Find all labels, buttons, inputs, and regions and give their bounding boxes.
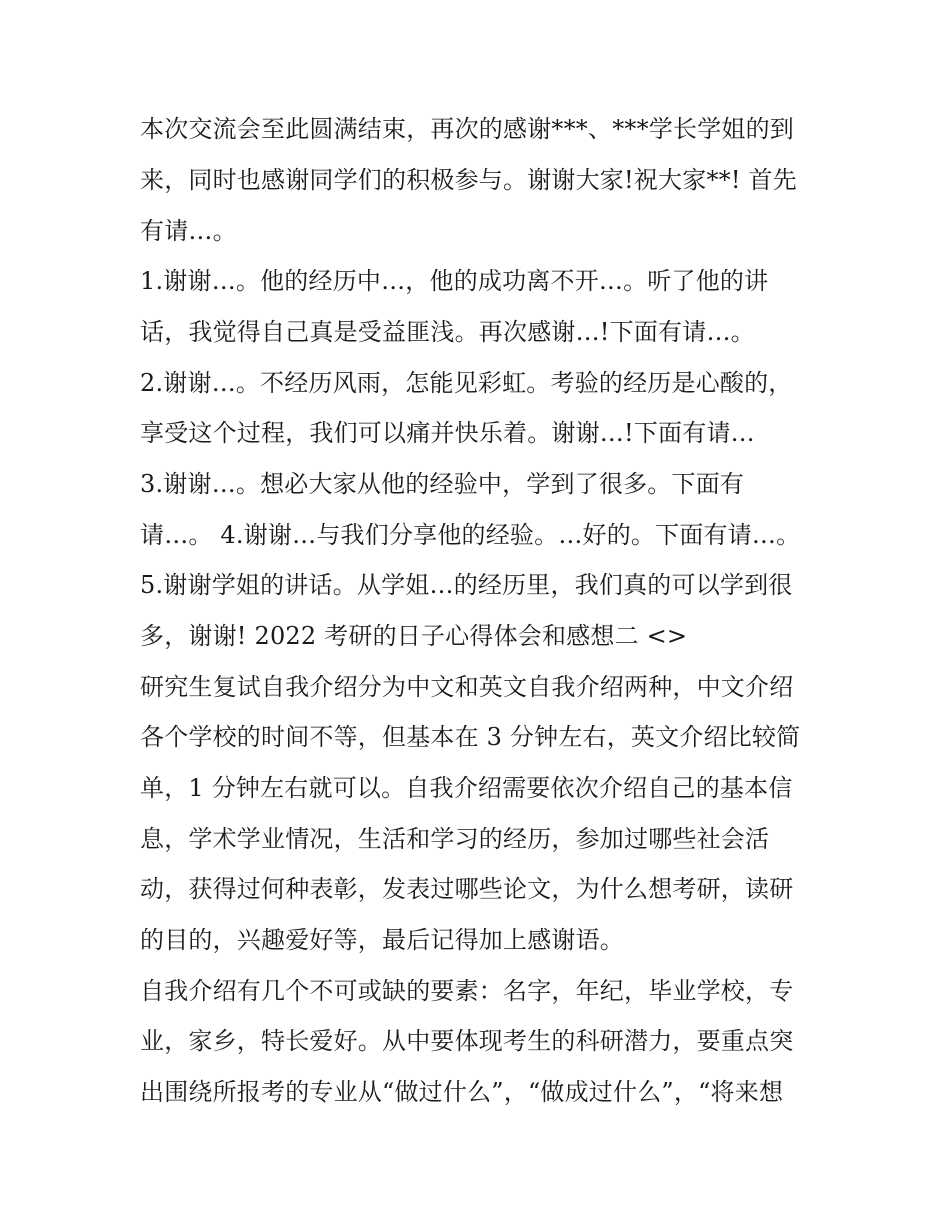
text-line: 单，1 分钟左右就可以。自我介绍需要依次介绍自己的基本信 <box>140 774 793 802</box>
text-line: 5.谢谢学姐的讲话。从学姐…的经历里，我们真的可以学到很 <box>140 571 793 599</box>
text-line: 本次交流会至此圆满结束，再次的感谢***、***学长学姐的到 <box>140 115 794 143</box>
text-line: 来，同时也感谢同学们的积极参与。谢谢大家!祝大家**! 首先 <box>140 166 797 194</box>
text-line: 的目的，兴趣爱好等，最后记得加上感谢语。 <box>140 926 624 954</box>
text-line: 3.谢谢…。想必大家从他的经验中，学到了很多。下面有 <box>140 470 745 498</box>
text-line: 动，获得过何种表彰，发表过哪些论文，为什么想考研，读研 <box>140 875 794 903</box>
text-line: 1.谢谢…。他的经历中…，他的成功离不开…。听了他的讲 <box>140 267 769 295</box>
text-line: 出围绕所报考的专业从“做过什么”，“做成过什么”，“将来想 <box>140 1078 784 1106</box>
text-line: 业，家乡，特长爱好。从中要体现考生的科研潜力，要重点突 <box>140 1027 794 1055</box>
text-line: 享受这个过程，我们可以痛并快乐着。谢谢…!下面有请… <box>140 419 755 447</box>
text-line: 研究生复试自我介绍分为中文和英文自我介绍两种，中文介绍 <box>140 673 794 701</box>
text-line: 话，我觉得自己真是受益匪浅。再次感谢…!下面有请…。 <box>140 318 755 346</box>
text-line: 2.谢谢…。不经历风雨，怎能见彩虹。考验的经历是心酸的， <box>140 369 793 397</box>
text-line: 请…。 4.谢谢…与我们分享他的经验。…好的。下面有请…。 <box>140 521 801 549</box>
text-line: 多，谢谢! 2022 考研的日子心得体会和感想二 <> <box>140 622 688 650</box>
text-line: 自我介绍有几个不可或缺的要素：名字，年纪，毕业学校，专 <box>140 977 794 1005</box>
text-line: 息，学术学业情况，生活和学习的经历，参加过哪些社会活 <box>140 825 770 853</box>
text-line: 各个学校的时间不等，但基本在 3 分钟左右，英文介绍比较简 <box>140 723 801 751</box>
text-line: 有请…。 <box>140 217 237 245</box>
